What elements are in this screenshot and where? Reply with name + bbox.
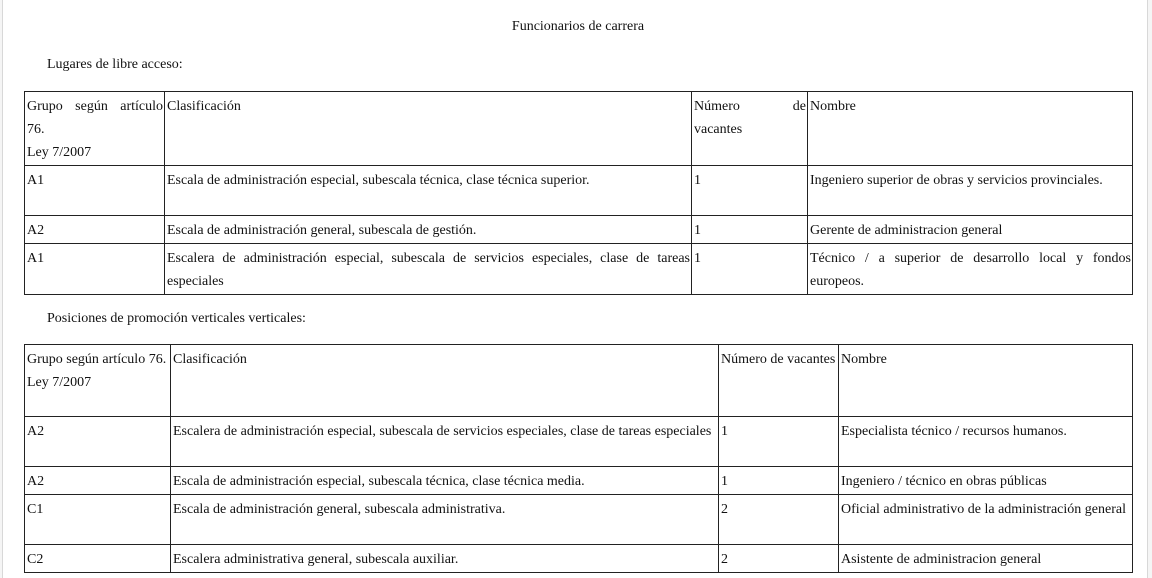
cell-vacancies: 1: [692, 166, 808, 216]
header-vacancies: Número de vacantes: [692, 92, 808, 166]
cell-classification: Escala de administración general, subescala administrativa.: [171, 495, 719, 545]
cell-vacancies: 1: [692, 216, 808, 244]
header-group-line2: Ley 7/2007: [27, 145, 92, 160]
header-group-line1: Grupo según artículo 76.: [27, 99, 163, 137]
cell-classification: Escala de administración general, subescala de gestión.: [165, 216, 692, 244]
cell-group: A1: [25, 244, 165, 295]
table-row: [25, 244, 1133, 295]
table-row: [25, 216, 1133, 244]
cell-vacancies: 2: [719, 495, 839, 545]
header-group-line2: Ley 7/2007: [27, 375, 92, 390]
header-classification: Clasificación: [171, 345, 719, 417]
cell-group: C1: [25, 495, 171, 545]
table-header-row: [25, 92, 1133, 166]
section-heading-free-access: Lugares de libre acceso:: [47, 57, 183, 72]
header-group: [25, 345, 171, 417]
document-title: Funcionarios de carrera: [511, 19, 645, 34]
header-name: Nombre: [839, 345, 1133, 417]
cell-group: A2: [25, 216, 165, 244]
cell-vacancies: 2: [719, 545, 839, 573]
table-row: [25, 417, 1133, 467]
header-classification: Clasificación: [165, 92, 692, 166]
document-page: [2, 0, 1148, 578]
table-row: [25, 495, 1133, 545]
cell-classification: Escala de administración especial, subescala técnica, clase técnica superior.: [165, 166, 692, 216]
cell-classification: Escalera de administración especial, subescala de servicios especiales, clase de tareas especiales: [165, 244, 692, 295]
cell-group: C2: [25, 545, 171, 573]
table-row: [25, 166, 1133, 216]
header-group: [25, 92, 165, 166]
cell-classification: Escalera administrativa general, subescala auxiliar.: [171, 545, 719, 573]
cell-classification: Escala de administración especial, subescala técnica, clase técnica media.: [171, 467, 719, 495]
cell-vacancies: 1: [692, 244, 808, 295]
cell-name: Oficial administrativo de la administración general: [839, 495, 1133, 545]
cell-name: Especialista técnico / recursos humanos.: [839, 417, 1133, 467]
cell-classification: Escalera de administración especial, subescala de servicios especiales, clase de tareas especiales: [171, 417, 719, 467]
cell-group: A2: [25, 417, 171, 467]
free-access-table: [24, 91, 1133, 295]
table-header-row: [25, 345, 1133, 417]
cell-name: Ingeniero superior de obras y servicios provinciales.: [808, 166, 1133, 216]
cell-name: Técnico / a superior de desarrollo local y fondos europeos.: [808, 244, 1133, 295]
header-name: Nombre: [808, 92, 1133, 166]
vertical-promotion-table: [24, 344, 1133, 573]
cell-vacancies: 1: [719, 467, 839, 495]
table-row: [25, 545, 1133, 573]
cell-vacancies: 1: [719, 417, 839, 467]
cell-name: Gerente de administracion general: [808, 216, 1133, 244]
header-group-line1: Grupo según artículo 76.: [27, 352, 167, 367]
cell-name: Ingeniero / técnico en obras públicas: [839, 467, 1133, 495]
table-row: [25, 467, 1133, 495]
cell-group: A2: [25, 467, 171, 495]
header-vacancies: Número de vacantes: [719, 345, 839, 417]
cell-name: Asistente de administracion general: [839, 545, 1133, 573]
cell-group: A1: [25, 166, 165, 216]
section-heading-vertical-promotion: Posiciones de promoción verticales verticales:: [47, 311, 306, 326]
